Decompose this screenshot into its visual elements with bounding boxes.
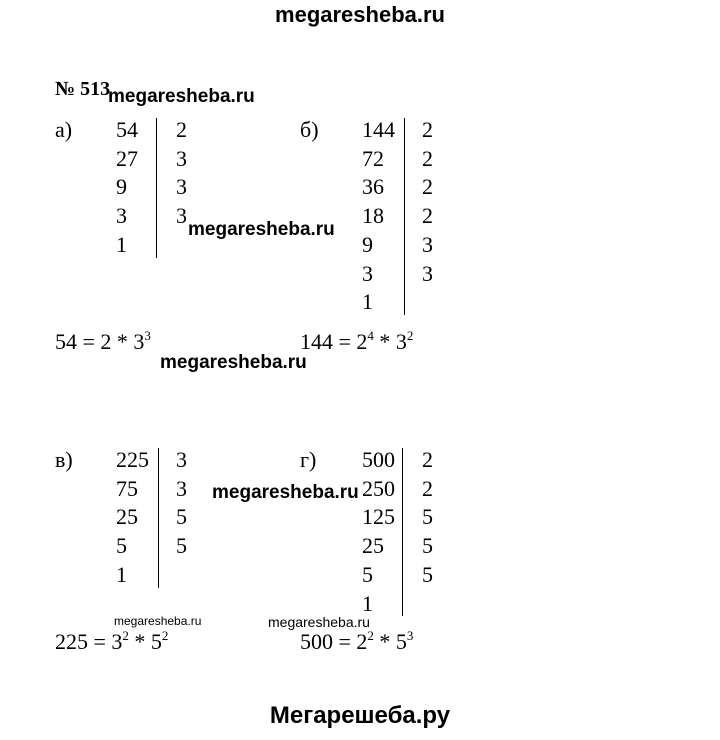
prime-base: 3 [395, 329, 407, 354]
prime-base: 3 [133, 329, 145, 354]
factorization-row [116, 116, 236, 144]
prime-divisor: 3 [176, 174, 187, 200]
dividend: 125 [362, 504, 395, 530]
prime-divisor: 3 [176, 203, 187, 229]
exponent: 4 [367, 328, 374, 343]
factorization-row [362, 475, 482, 503]
watermark-bottom: Мегарешеба.ру [269, 702, 451, 729]
watermark-top: megaresheba.ru [275, 2, 445, 27]
dividend: 1 [116, 561, 127, 587]
dividend: 5 [116, 533, 127, 559]
label-a: а) [55, 117, 73, 142]
dividend: 500 [362, 447, 395, 472]
factorization-row [362, 145, 482, 173]
factorization-row [116, 503, 236, 531]
factorization-row [362, 561, 482, 589]
prime-divisor: 2 [422, 145, 433, 171]
label-v: в) [55, 447, 73, 472]
factorization-row [116, 561, 236, 589]
prime-divisor: 3 [176, 447, 187, 472]
factorization-row [362, 532, 482, 560]
prime-base: 5 [150, 629, 162, 654]
factorization-row [362, 288, 482, 316]
exponent: 2 [161, 628, 169, 643]
dividend: 54 [116, 117, 138, 142]
factorization-row [362, 202, 482, 230]
factorization-row [362, 446, 482, 474]
dividend: 75 [116, 475, 138, 501]
prime-base: 3 [111, 629, 123, 654]
dividend: 144 [362, 117, 395, 142]
watermark-inline: megaresheba.ru [160, 352, 307, 373]
watermark-inline-small: megaresheba.ru [114, 614, 202, 628]
label-g: г) [300, 447, 317, 472]
prime-divisor: 2 [422, 203, 433, 229]
prime-divisor: 3 [422, 231, 433, 257]
factorization-row [116, 532, 236, 560]
watermark-inline-small: megaresheba.ru [268, 614, 370, 630]
division-line [404, 118, 405, 315]
prime-divisor: 3 [176, 145, 187, 171]
prime-divisor: 5 [176, 533, 187, 559]
factorization-row [116, 446, 236, 474]
dividend: 9 [116, 174, 127, 200]
factorization-row [362, 503, 482, 531]
factorization-row [116, 145, 236, 173]
result-v: $225 = 3^2 * 5^2$ [55, 628, 169, 654]
dividend: 3 [362, 260, 373, 286]
factorization-row [362, 173, 482, 201]
watermark-inline: megaresheba.ru [108, 86, 255, 107]
factorization-row [362, 590, 482, 618]
prime-divisor: 5 [422, 533, 433, 559]
prime-divisor: 2 [422, 174, 433, 200]
dividend: 72 [362, 145, 384, 171]
problem-number: № 513 [55, 78, 111, 100]
result-number: 144 [300, 329, 333, 354]
factorization-row [362, 116, 482, 144]
prime-divisor: 5 [176, 504, 187, 530]
result-number: 225 [55, 629, 88, 654]
factorization-row [116, 173, 236, 201]
result-a: $54 = 2 * 3^3$ [55, 328, 151, 354]
dividend: 5 [362, 561, 373, 587]
prime-divisor: 3 [176, 475, 187, 501]
result-number: 54 [55, 329, 77, 354]
dividend: 27 [116, 145, 138, 171]
prime-base: 5 [395, 629, 407, 654]
division-line [158, 448, 159, 588]
prime-divisor: 2 [422, 117, 433, 142]
dividend: 250 [362, 475, 395, 501]
prime-base: 2 [100, 329, 112, 354]
prime-divisor: 5 [422, 504, 433, 530]
prime-divisor: 2 [422, 475, 433, 501]
dividend: 25 [116, 504, 138, 530]
dividend: 18 [362, 203, 384, 229]
exponent: 3 [406, 628, 414, 643]
exponent: 2 [122, 628, 129, 643]
prime-divisor: 2 [176, 117, 187, 142]
exponent: 3 [144, 328, 151, 343]
dividend: 1 [362, 289, 373, 315]
watermark-inline: megaresheba.ru [188, 219, 335, 240]
dividend: 3 [116, 203, 127, 229]
dividend: 25 [362, 533, 384, 559]
prime-divisor: 2 [422, 447, 433, 472]
prime-base: 2 [356, 329, 368, 354]
result-g: $500 = 2^2 * 5^3$ [300, 628, 414, 654]
prime-divisor: 3 [422, 260, 433, 286]
division-line [156, 118, 157, 258]
dividend: 9 [362, 231, 373, 257]
prime-base: 2 [356, 629, 368, 654]
watermark-inline: megaresheba.ru [212, 482, 359, 503]
result-number: 500 [300, 629, 333, 654]
dividend: 1 [362, 590, 373, 616]
dividend: 1 [116, 231, 127, 257]
prime-divisor: 5 [422, 561, 433, 587]
dividend: 36 [362, 174, 384, 200]
exponent: 2 [367, 628, 374, 643]
factorization-row [362, 260, 482, 288]
dividend: 225 [116, 447, 149, 472]
result-b: $144 = 2^4 * 3^2$ [300, 328, 414, 354]
label-b: б) [300, 117, 319, 142]
factorization-row [362, 231, 482, 259]
exponent: 2 [406, 328, 414, 343]
division-line [402, 448, 403, 616]
